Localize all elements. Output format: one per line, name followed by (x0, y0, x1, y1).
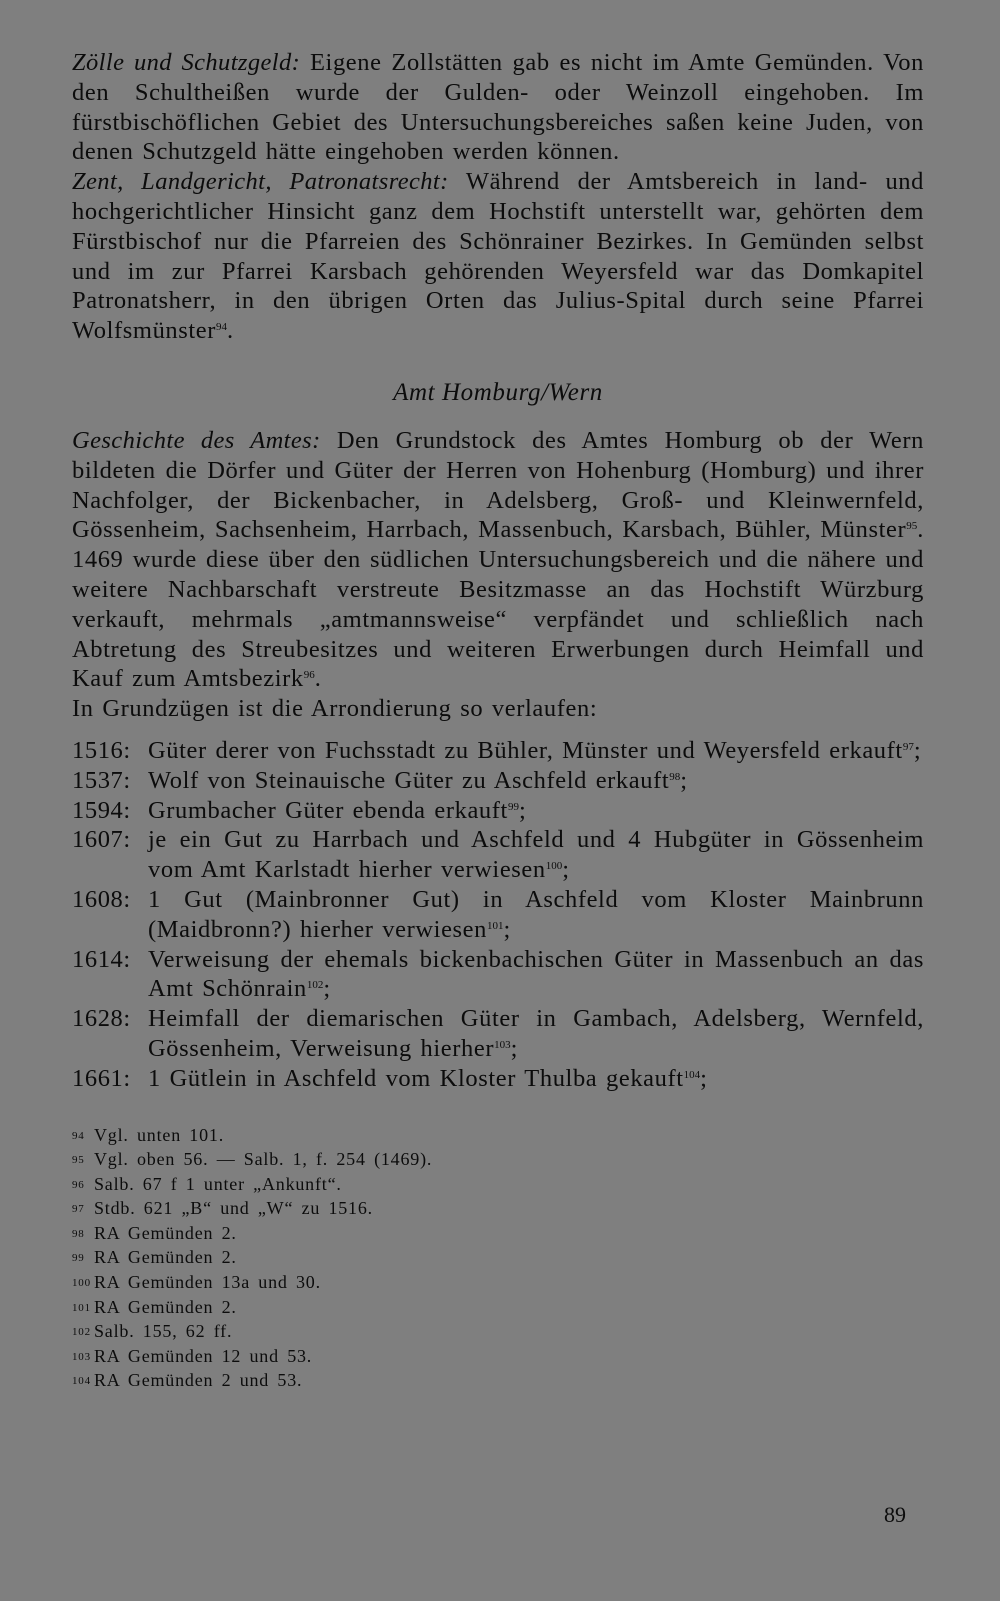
chronology-entry (72, 945, 924, 1005)
entry-year: 1608: (72, 885, 131, 913)
paragraph-geschichte (72, 426, 924, 694)
footnote (72, 1173, 924, 1198)
entry-text-wrap (148, 1004, 924, 1064)
footnote-ref: 104 (683, 1068, 701, 1081)
footnote-ref: 94 (216, 321, 228, 334)
footnote-text: RA Gemünden 12 und 53. (94, 1345, 313, 1366)
punctuation: ; (913, 736, 922, 764)
chronology-entry (72, 1004, 924, 1064)
paragraph-text: Den Grundstock des Amtes Homburg ob der Wern bildeten die Dörfer und Güter der Herren von Hohenburg (Homburg) und ihrer Nachfolger, der Bickenbacher, in Adelsberg, Groß- und Kleinwernfeld, Gössenheim, Sachsenheim, Harrbach, Massenbuch, Karsbach, Bühler, Münster (72, 426, 924, 544)
entry-text-wrap (148, 945, 924, 1005)
chronology-entry (72, 766, 924, 796)
footnote-ref: 101 (487, 919, 504, 932)
entry-text: Grumbacher Güter ebenda erkauft (148, 796, 508, 824)
footnote-number: 98 (72, 1227, 85, 1240)
footnotes (72, 1124, 924, 1395)
footnote-text: RA Gemünden 2 und 53. (94, 1370, 303, 1391)
punctuation: . (314, 665, 322, 693)
footnote (72, 1320, 924, 1345)
paragraph-text: Während der Amtsbereich in land- und hochgerichtlicher Hinsicht ganz dem Hochstift unterstellt war, gehörten dem Fürstbischof nur die Pfarreien des Schönrainer Bezirkes. In Gemünden selbst und im zur Pfarrei Karsbach gehörenden Weyersfeld war das Domkapitel Patronatsherr, in den übrigen Orten das Julius-Spital durch seine Pfarrei Wolfsmünster (72, 168, 924, 345)
footnote-number: 102 (72, 1326, 91, 1339)
footnote-ref: 95 (906, 520, 918, 533)
footnote (72, 1148, 924, 1173)
punctuation: ; (510, 1034, 519, 1062)
footnote-text: Salb. 67 f 1 unter „Ankunft“. (94, 1173, 342, 1194)
entry-year: 1594: (72, 796, 131, 824)
section-lead-zent: Zent, Landgericht, Patronatsrecht: (72, 168, 449, 196)
entry-text: je ein Gut zu Harrbach und Aschfeld und 4 Hubgüter in Gössenheim vom Amt Karlstadt hierher verwiesen (148, 826, 924, 884)
entry-text-wrap (148, 885, 924, 945)
paragraph-zoelle (72, 48, 924, 167)
footnote-number: 94 (72, 1129, 85, 1142)
entry-text: 1 Gut (Mainbronner Gut) in Aschfeld vom Kloster Mainbrunn (Maidbronn?) hierher verwiesen (148, 885, 924, 943)
entry-year: 1607: (72, 826, 131, 854)
footnote-text: Vgl. unten 101. (94, 1124, 224, 1145)
entry-year: 1614: (72, 945, 131, 973)
entry-text: Wolf von Steinauische Güter zu Aschfeld erkauft (148, 766, 670, 794)
entry-year: 1661: (72, 1064, 131, 1092)
chronology-entry (72, 736, 924, 766)
page-body (72, 48, 924, 1394)
entry-text: Heimfall der diemarischen Güter in Gambach, Adelsberg, Wernfeld, Gössenheim, Verweisung hierher (148, 1005, 924, 1062)
footnote-ref: 96 (303, 669, 315, 682)
footnote-number: 103 (72, 1350, 91, 1363)
paragraph-arrondierung: In Grundzügen ist die Arrondierung so verlaufen: (72, 695, 598, 723)
footnote (72, 1271, 924, 1296)
punctuation: ; (680, 766, 688, 794)
footnote-number: 100 (72, 1277, 91, 1290)
chronology-list (72, 736, 924, 1094)
footnote-ref: 98 (669, 770, 681, 783)
footnote (72, 1197, 924, 1222)
entry-text-wrap (148, 736, 924, 766)
paragraph-text: Eigene Zollstätten gab es nicht im Amte Gemünden. Von den Schultheißen wurde der Gulden- oder Weinzoll eingehoben. Im fürstbischöflichen Gebiet des Untersuchungsbereiches saßen keine Juden, von denen Schutzgeld hätte eingehoben werden können. (72, 49, 924, 166)
footnote-text: RA Gemünden 2. (94, 1247, 237, 1268)
entry-text-wrap (148, 796, 924, 826)
footnote-number: 96 (72, 1178, 85, 1191)
section-lead-zoelle: Zölle und Schutzgeld: (72, 49, 301, 76)
footnote-text: Stdb. 621 „B“ und „W“ zu 1516. (94, 1198, 373, 1219)
chronology-entry (72, 1064, 924, 1094)
footnote-number: 99 (72, 1252, 85, 1265)
punctuation: ; (323, 975, 331, 1003)
chronology-entry (72, 796, 924, 826)
footnote (72, 1222, 924, 1247)
footnote-text: RA Gemünden 2. (94, 1222, 237, 1243)
footnote-number: 101 (72, 1301, 91, 1314)
punctuation: ; (503, 915, 511, 943)
footnote (72, 1296, 924, 1321)
footnote-number: 104 (72, 1375, 91, 1388)
footnote-ref: 99 (507, 800, 519, 813)
entry-text: Güter derer von Fuchsstadt zu Bühler, Münster und Weyersfeld erkauft (148, 736, 903, 764)
entry-text-wrap (148, 825, 924, 885)
entry-year: 1628: (72, 1005, 131, 1033)
footnote (72, 1369, 924, 1394)
footnote (72, 1246, 924, 1271)
chronology-entry (72, 825, 924, 885)
footnote-text: Vgl. oben 56. — Salb. 1, f. 254 (1469). (94, 1149, 433, 1170)
section-heading: Amt Homburg/Wern (393, 378, 603, 406)
footnote-text: RA Gemünden 2. (94, 1296, 237, 1317)
footnote-ref: 103 (494, 1038, 511, 1051)
punctuation: ; (562, 856, 570, 884)
punctuation: . (227, 317, 234, 345)
footnote (72, 1124, 924, 1149)
punctuation: ; (700, 1064, 708, 1092)
entry-text: Verweisung der ehemals bickenbachischen Güter in Massenbuch an das Amt Schönrain (148, 945, 924, 1003)
entry-text-wrap (148, 766, 924, 796)
section-lead-geschichte: Geschichte des Amtes: (72, 426, 321, 454)
footnote-number: 95 (72, 1154, 85, 1167)
footnote-text: RA Gemünden 13a und 30. (94, 1272, 321, 1293)
footnote-text: Salb. 155, 62 ff. (94, 1321, 233, 1342)
footnote (72, 1345, 924, 1370)
entry-year: 1537: (72, 766, 131, 794)
entry-text: 1 Gütlein in Aschfeld vom Kloster Thulba gekauft (148, 1064, 684, 1092)
footnote-ref: 102 (306, 979, 324, 992)
entry-text-wrap (148, 1064, 924, 1094)
entry-year: 1516: (72, 736, 131, 764)
paragraph-text: . 1469 wurde diese über den südlichen Untersuchungsbereich und die nähere und weitere Nachbarschaft verstreute Besitzmasse an das Hochstift Würzburg verkauft, mehrmals „amtmannsweise“ verpfändet und schließlich nach Abtretung des Streubesitzes und weiteren Erwerbungen durch Heimfall und Kauf zum Amtsbezirk (72, 516, 924, 693)
footnote-ref: 97 (902, 740, 914, 753)
punctuation: ; (518, 796, 527, 824)
footnote-number: 97 (72, 1203, 85, 1216)
page-number: 89 (884, 1502, 906, 1527)
paragraph-zent (72, 167, 924, 346)
footnote-ref: 100 (545, 860, 563, 873)
chronology-entry (72, 885, 924, 945)
